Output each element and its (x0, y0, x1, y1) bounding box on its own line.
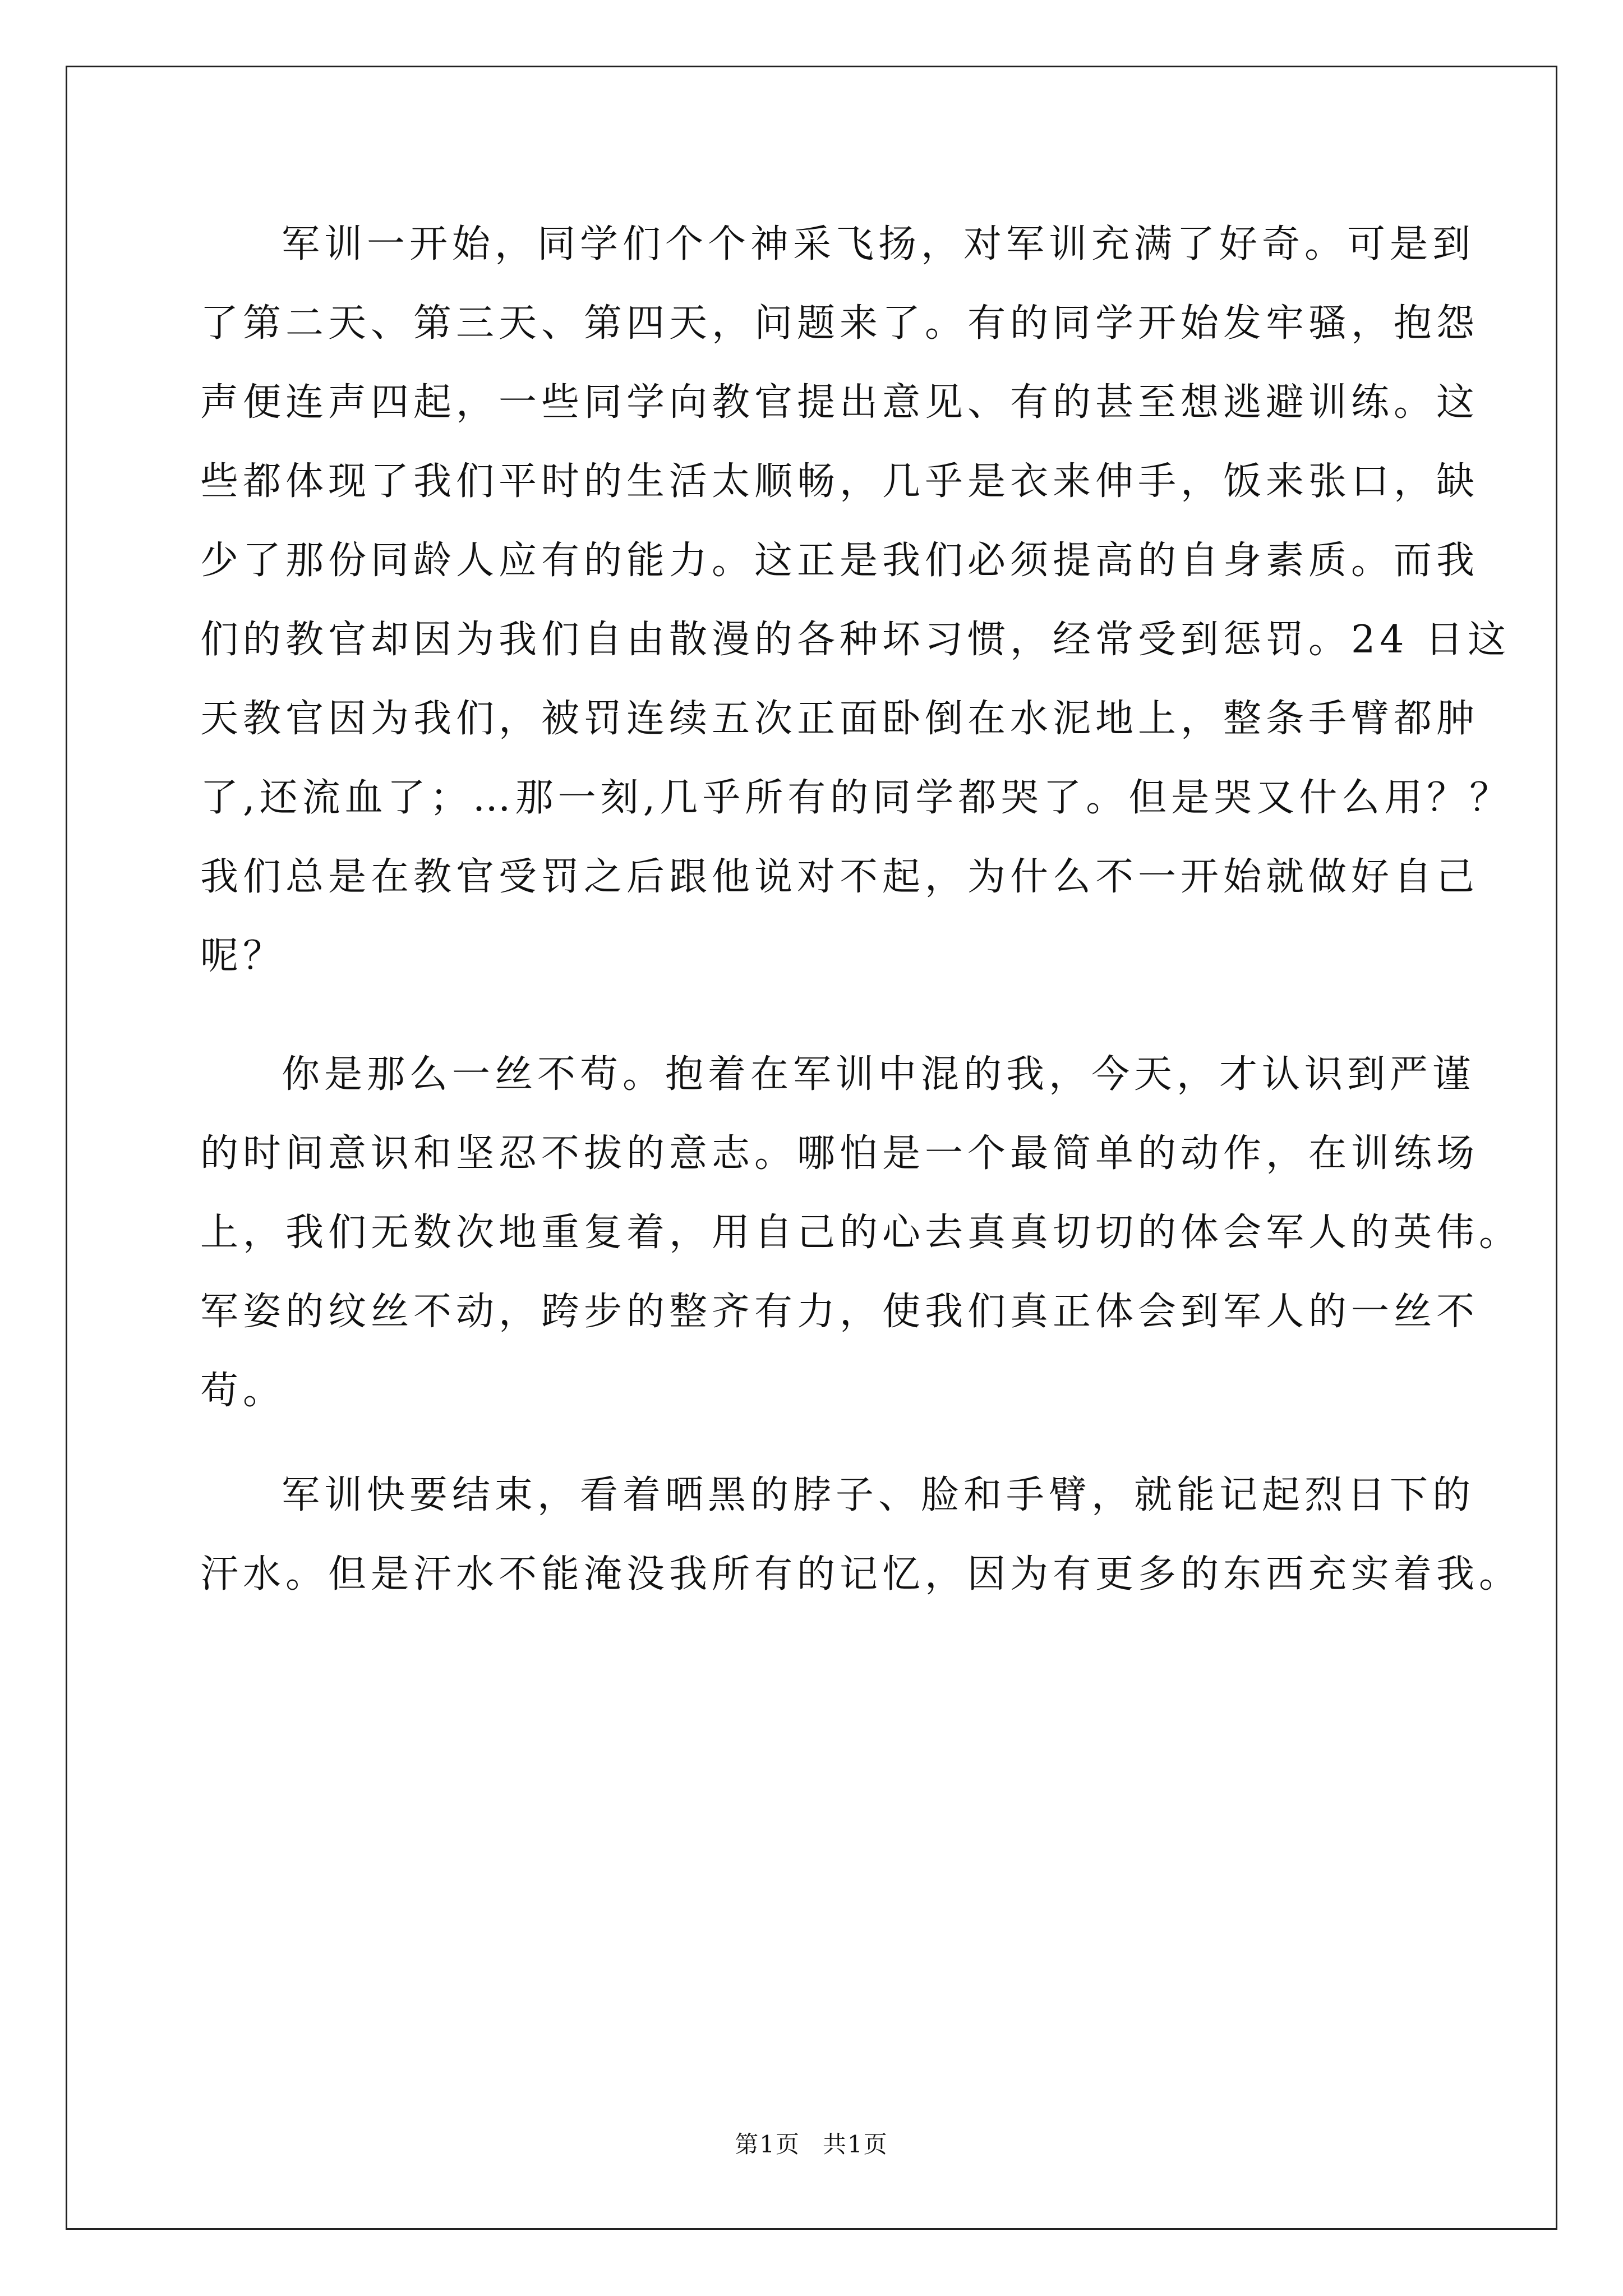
paragraph-line: 你是那么一丝不苟。抱着在军训中混的我，今天，才认识到严谨 (282, 1052, 1476, 1097)
paragraph-line: 上，我们无数次地重复着，用自己的心去真真切切的体会军人的英伟。 (200, 1211, 1522, 1255)
paragraph-line: 的时间意识和坚忍不拔的意志。哪怕是一个最简单的动作，在训练场 (200, 1131, 1479, 1176)
paragraph-line: 军训快要结束，看着晒黑的脖子、脸和手臂，就能记起烈日下的 (282, 1473, 1476, 1517)
paragraph-line: 我们总是在教官受罚之后跟他说对不起，为什么不一开始就做好自己 (200, 855, 1479, 899)
paragraph-line: 了第二天、第三天、第四天，问题来了。有的同学开始发牢骚，抱怨 (200, 301, 1479, 346)
paragraph-line: 呢？ (200, 934, 286, 978)
paragraph-1 (200, 205, 1513, 996)
paragraph-line: 声便连声四起，一些同学向教官提出意见、有的甚至想逃避训练。这 (200, 380, 1479, 425)
paragraph-2 (200, 1035, 1522, 1430)
paragraph-line: 天教官因为我们，被罚连续五次正面卧倒在水泥地上，整条手臂都肿 (200, 697, 1479, 741)
paragraph-line: 们的教官却因为我们自由散漫的各种坏习惯，经常受到惩罚。24 日这 (200, 618, 1511, 662)
page-number-total: 共1页 (823, 2131, 888, 2158)
paragraph-line: 苟。 (200, 1369, 286, 1413)
paragraph-line: 少了那份同龄人应有的能力。这正是我们必须提高的自身素质。而我 (200, 539, 1479, 583)
paragraph-line: 军姿的纹丝不动，跨步的整齐有力，使我们真正体会到军人的一丝不 (200, 1290, 1479, 1334)
page-footer (0, 2126, 1623, 2160)
page-number-current: 第1页 (735, 2131, 800, 2158)
paragraph-line: 些都体现了我们平时的生活太顺畅，几乎是衣来伸手，饭来张口，缺 (200, 459, 1479, 504)
paragraph-line: 了,还流血了；…那一刻,几乎所有的同学都哭了。但是哭又什么用？？ (200, 776, 1513, 820)
paragraph-line: 汗水。但是汗水不能淹没我所有的记忆，因为有更多的东西充实着我。 (200, 1552, 1522, 1596)
paragraph-line: 军训一开始，同学们个个神采飞扬，对军训充满了好奇。可是到 (282, 222, 1476, 266)
paragraph-3 (200, 1456, 1522, 1614)
